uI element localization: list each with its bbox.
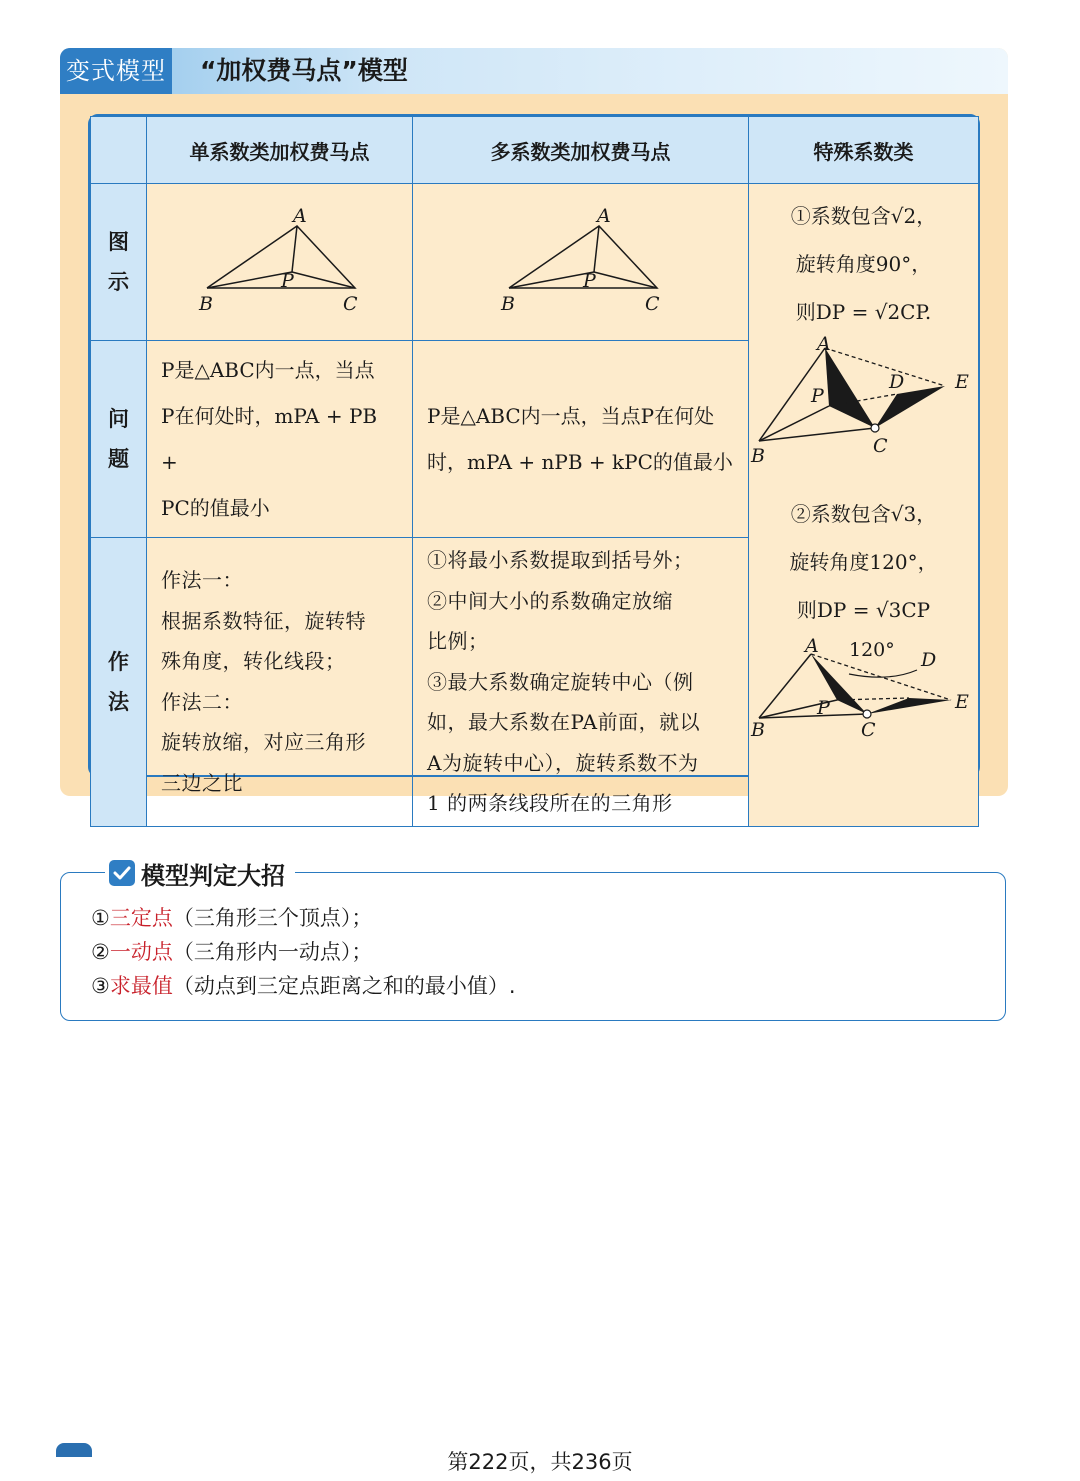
label-c: C — [343, 293, 358, 315]
header-multi: 多系数类加权费马点 — [413, 117, 749, 184]
svg-text:C: C — [873, 435, 888, 457]
svg-text:P: P — [817, 697, 830, 719]
row-label-method: 作 法 — [91, 538, 147, 827]
card-tag: 变式模型 — [60, 48, 172, 94]
label-c: C — [645, 293, 660, 315]
method-single: 作法一： 根据系数特征，旋转特 殊角度，转化线段； 作法二： 旋转放缩，对应三角形 三边之比 — [147, 538, 413, 827]
svg-text:P: P — [811, 385, 824, 407]
svg-text:E: E — [955, 371, 969, 393]
svg-text:A: A — [817, 333, 831, 355]
model-judgement-box — [60, 861, 1006, 1021]
row-label-figure: 图 示 — [91, 184, 147, 341]
label-p: P — [583, 270, 596, 292]
svg-text:D: D — [921, 649, 937, 671]
label-b: B — [199, 293, 213, 315]
label-a: A — [597, 205, 611, 227]
method-multi: ①将最小系数提取到括号外； ②中间大小的系数确定放缩 比例； ③最大系数确定旋转中心（例 如，最大系数在PA前面，就以 A为旋转中心），旋转系数不为 1 的两条线段所在的三角形 — [413, 538, 749, 827]
triangle-figure-single — [147, 184, 413, 336]
svg-text:A: A — [805, 635, 819, 657]
figure-single — [147, 184, 413, 341]
rotation-90-figure — [749, 333, 979, 467]
problem-single: P是△ABC内一点，当点 P在何处时，mPA + PB + PC的值最小 — [147, 341, 413, 538]
label-p: P — [281, 270, 294, 292]
header-single: 单系数类加权费马点 — [147, 117, 413, 184]
svg-text:D: D — [889, 371, 905, 393]
label-a: A — [293, 205, 307, 227]
rotation-120-figure — [749, 634, 979, 741]
svg-text:B: B — [751, 719, 765, 741]
judgement-heading: 模型判定大招 — [105, 857, 295, 889]
svg-text:E: E — [955, 691, 969, 713]
row-label-problem: 问 题 — [91, 341, 147, 538]
card-header — [60, 48, 1008, 94]
special-coefficient-cell — [749, 184, 979, 827]
special-block-2: ②系数包含√3， 旋转角度120°， 则DP = √3CP — [789, 502, 938, 622]
card-title: “加权费马点”模型 — [200, 56, 408, 85]
label-b: B — [501, 293, 515, 315]
triangle-figure-multi — [413, 184, 749, 336]
header-corner — [91, 117, 147, 184]
judgement-item: ③求最值（动点到三定点距离之和的最小值）. — [91, 974, 516, 998]
problem-multi: P是△ABC内一点，当点P在何处 时，mPA + nPB + kPC的值最小 — [413, 341, 749, 538]
judgement-item: ②一动点（三角形内一动点）； — [91, 940, 373, 964]
model-table — [88, 114, 980, 815]
header-special: 特殊系数类 — [749, 117, 979, 184]
figure-multi — [413, 184, 749, 341]
svg-text:120°: 120° — [849, 639, 895, 661]
svg-text:C: C — [861, 719, 876, 741]
page-footer: 第222页，共236页 — [447, 1450, 633, 1474]
checkmark-icon — [109, 860, 135, 886]
special-block-1: ①系数包含√2， 旋转角度90°， 则DP = √2CP. — [790, 204, 937, 324]
judgement-item: ①三定点（三角形三个顶点）； — [91, 906, 373, 930]
svg-text:B: B — [751, 445, 765, 467]
